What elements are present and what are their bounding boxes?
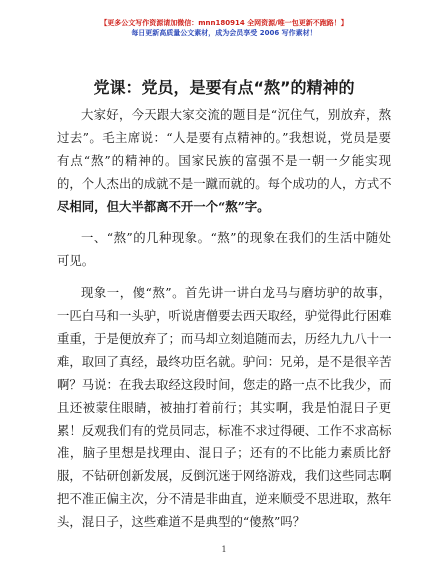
text-line: 且还被蒙住眼睛，被抽打着前行；其实啊，我是怕混日子更 [57,399,391,415]
text-line: 服，不钻研创新发展，反倒沉迷于网络游戏，我们这些同志啊 [57,468,392,484]
bold-text: 尽相同， [57,198,107,214]
banner-promo-line: 【更多公文写作资源请加微信：mnn180914 全网资源/唯一包更新不跑路！】 [100,19,348,27]
text-line: 一匹白马和一头驴，听说唐僧要去西天取经，驴觉得此行困难 [57,308,392,324]
banner-subtitle-line: 每日更新高质量公文素材，成为会员享受 2006 写作素材！ [131,29,317,37]
text-line: 头，混日子，这些难道不是典型的“傻熬”吗？ [57,514,306,530]
page-number: 1 [221,545,227,554]
text-line: 啊？马说：在我去取经这段时间，您走的路一点不比我少，而 [57,376,392,392]
text-line: 有点“熬”的精神的。国家民族的富强不是一朝一夕能实现 [57,152,391,168]
text-line: 累！反观我们有的党员同志，标准不求过得硬、工作不求高标 [57,422,392,438]
text-line: 重重，于是便放弃了；而马却立刻追随而去，历经九九八十一 [57,331,392,347]
text-line: 的，个人杰出的成就不是一蹴而就的。每个成功的人，方式不 [57,175,392,191]
document-title: 党课：党员，是要有点“熬”的精神的 [93,78,355,97]
text-line: 把不准正偏主次，分不清是非曲直，逆来顺受不思进取，熬年 [57,491,392,507]
text-line: 过去”。毛主席说：“人是要有点精神的。”我想说，党员是要 [57,129,391,145]
text-line: 一、“熬”的几种现象。“熬”的现象在我们的生活中随处 [81,230,391,246]
bold-text: 但大半都离不开一个“熬”字。 [106,198,270,214]
text-line: 准，脑子里想是找理由、混日子；还有的不比能力素质比舒 [57,445,391,461]
text-line: 可见。 [57,253,95,269]
paragraph-phenomenon-one [57,282,391,534]
document-body [57,104,391,534]
text-line [57,196,391,219]
header-banner [0,18,448,39]
text-line: 难，取回了真经，最终功臣名就。驴问：兄弟，是不是很辛苦 [57,353,392,369]
text-line: 现象一，傻“熬”。首先讲一讲白龙马与磨坊驴的故事， [81,285,391,301]
paragraph-intro [57,104,391,218]
paragraph-section-heading [57,227,391,273]
text-line: 大家好，今天跟大家交流的题目是“沉住气，别放弃，熬 [81,107,391,122]
